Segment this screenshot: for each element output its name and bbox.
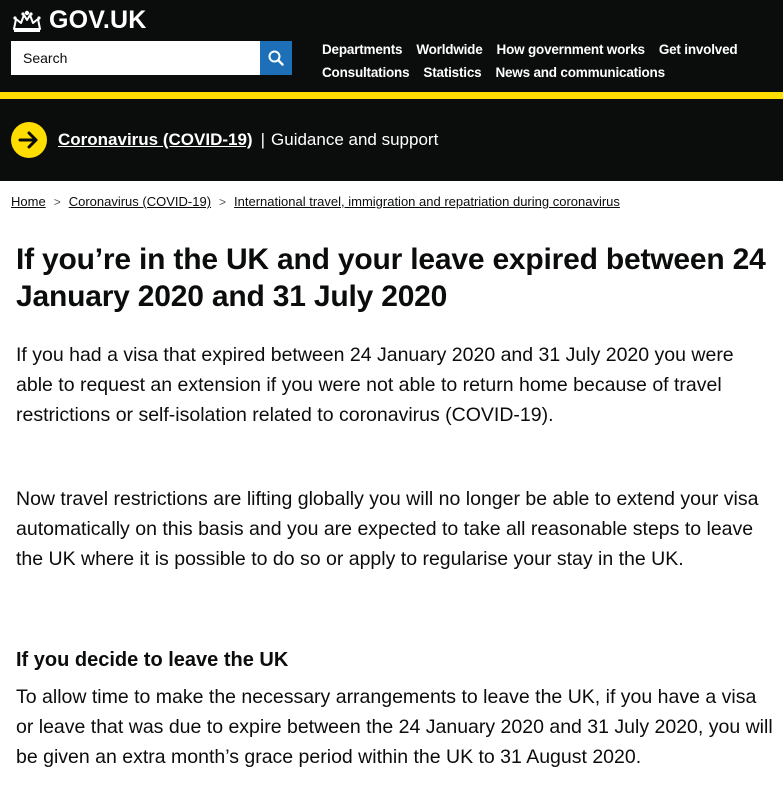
- breadcrumb-coronavirus[interactable]: Coronavirus (COVID-19): [68, 194, 212, 209]
- nav-link-get-involved[interactable]: Get involved: [658, 42, 738, 57]
- body-paragraph: If you had a visa that expired between 24 January 2020 and 31 July 2020 you were able to request an extension if you were not able to return home because of travel restrictions or self-isolation related to coronavirus (COVID-19).: [16, 344, 734, 426]
- nav-link-worldwide[interactable]: Worldwide: [416, 42, 483, 57]
- body-paragraph: To allow time to make the necessary arrangements to leave the UK, if you have a visa or leave that was due to expire between the 24 January 2020 and 31 July 2020, you will be given an extra month’s grace period within the UK to 31 August 2020.: [16, 686, 773, 768]
- breadcrumb-international-travel[interactable]: International travel, immigration and repatriation during coronavirus: [234, 194, 620, 209]
- nav-link-how-government-works[interactable]: How government works: [496, 42, 645, 57]
- search-icon: [268, 50, 284, 66]
- nav-link-news-and-communications[interactable]: News and communications: [495, 65, 665, 80]
- page-title: If you’re in the UK and your leave expired between 24 January 2020 and 31 July 2020: [16, 243, 766, 313]
- search-input[interactable]: Search: [11, 41, 260, 75]
- nav-link-departments[interactable]: Departments: [322, 42, 403, 57]
- header-navigation: [322, 38, 783, 84]
- covid-banner-separator: |: [260, 130, 266, 149]
- search-form: [11, 41, 292, 75]
- chevron-right-icon: >: [219, 194, 227, 209]
- breadcrumb: [11, 194, 620, 209]
- covid-banner: [0, 99, 783, 181]
- section-heading: If you decide to leave the UK: [16, 649, 289, 671]
- body-paragraph: Now travel restrictions are lifting globally you will no longer be able to extend your visa automatically on this basis and you are expected to take all reasonable steps to leave the UK where it is possible to do so or apply to regularise your stay in the UK.: [16, 488, 759, 570]
- nav-link-consultations[interactable]: Consultations: [322, 65, 410, 80]
- breadcrumb-home[interactable]: Home: [11, 194, 46, 209]
- arrow-right-icon: [11, 122, 47, 158]
- logo-text: GOV.UK: [49, 6, 147, 34]
- govuk-logo[interactable]: [11, 6, 147, 35]
- chevron-right-icon: >: [53, 194, 61, 209]
- header-yellow-bar: [0, 92, 783, 99]
- crown-icon: [11, 9, 43, 33]
- search-button[interactable]: [260, 41, 292, 75]
- site-header: [0, 0, 783, 92]
- covid-banner-text: Guidance and support: [271, 130, 439, 149]
- covid-banner-link[interactable]: Coronavirus (COVID-19): [58, 130, 253, 149]
- nav-link-statistics[interactable]: Statistics: [423, 65, 482, 80]
